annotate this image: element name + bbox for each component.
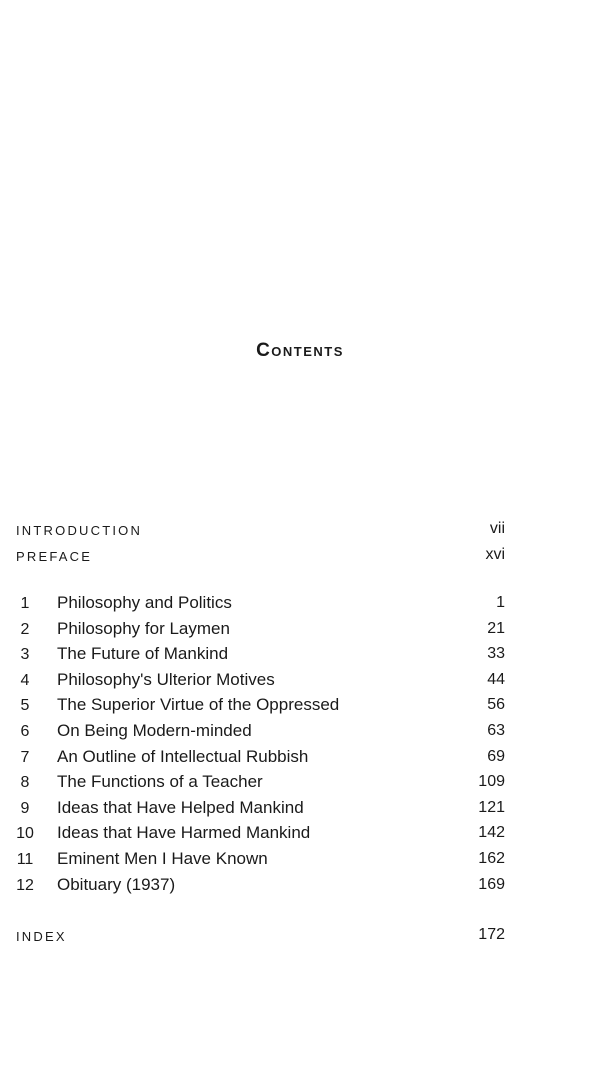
entry-label: INDEX (16, 929, 67, 944)
chapter-title: The Functions of a Teacher (57, 772, 263, 792)
chapter-title: Philosophy's Ulterior Motives (57, 669, 275, 689)
chapter-number: 8 (20, 774, 30, 792)
chapter-number: 5 (20, 697, 30, 715)
chapter-number: 11 (16, 851, 34, 868)
chapter-title: An Outline of Intellectual Rubbish (57, 746, 309, 766)
chapter-title: The Future of Mankind (57, 644, 229, 664)
chapter-number: 6 (20, 723, 30, 740)
chapter-number: 10 (16, 825, 34, 843)
chapter-title: Eminent Men I Have Known (57, 849, 268, 868)
entry-label: PREFACE (16, 549, 93, 564)
chapter-number: 9 (20, 799, 30, 817)
toc-entry-chapter (0, 670, 600, 694)
entry-page: vii (489, 520, 505, 537)
toc-entry-chapter (0, 875, 600, 899)
toc-entry-chapter (0, 798, 600, 822)
chapter-title: Ideas that Have Helped Mankind (57, 797, 304, 817)
toc-entry-preface (0, 545, 600, 569)
toc-entry-chapter (0, 849, 600, 873)
chapter-title: Obituary (1937) (57, 874, 176, 894)
chapter-number: 7 (20, 748, 30, 766)
entry-page: 169 (478, 875, 505, 893)
toc-entry-index (0, 925, 600, 949)
entry-page: 1 (496, 594, 505, 611)
toc-entry-chapter (0, 619, 600, 643)
toc-entry-chapter (0, 721, 600, 745)
chapter-number: 1 (20, 595, 30, 612)
chapter-number: 12 (16, 876, 34, 894)
entry-page: xvi (485, 546, 505, 563)
entry-page: 69 (487, 747, 505, 765)
chapter-number: 3 (20, 646, 30, 664)
entry-label: INTRODUCTION (16, 523, 143, 538)
chapter-title: The Superior Virtue of the Oppressed (57, 695, 340, 715)
chapter-number: 2 (20, 620, 30, 638)
entry-page: 162 (478, 850, 505, 867)
entry-page: 172 (478, 926, 505, 943)
toc-entry-chapter (0, 593, 600, 617)
entry-page: 33 (487, 645, 505, 663)
entry-page: 142 (478, 824, 505, 842)
toc-entry-chapter (0, 747, 600, 771)
chapter-title: On Being Modern-minded (57, 721, 252, 740)
entry-page: 121 (478, 798, 505, 816)
entry-page: 56 (487, 696, 505, 714)
chapter-title: Ideas that Have Harmed Mankind (57, 823, 311, 843)
entry-page: 44 (487, 670, 505, 688)
chapter-title: Philosophy and Politics (57, 593, 232, 612)
toc-entry-introduction (0, 519, 600, 543)
entry-page: 109 (478, 773, 505, 791)
entry-page: 21 (487, 619, 505, 637)
entry-page: 63 (487, 722, 505, 739)
toc-entry-chapter (0, 644, 600, 668)
toc-entry-chapter (0, 695, 600, 719)
toc-entry-chapter (0, 823, 600, 847)
page-title: Contents (256, 340, 344, 361)
toc-entry-chapter (0, 772, 600, 796)
chapter-number: 4 (20, 671, 30, 689)
chapter-title: Philosophy for Laymen (57, 618, 230, 638)
